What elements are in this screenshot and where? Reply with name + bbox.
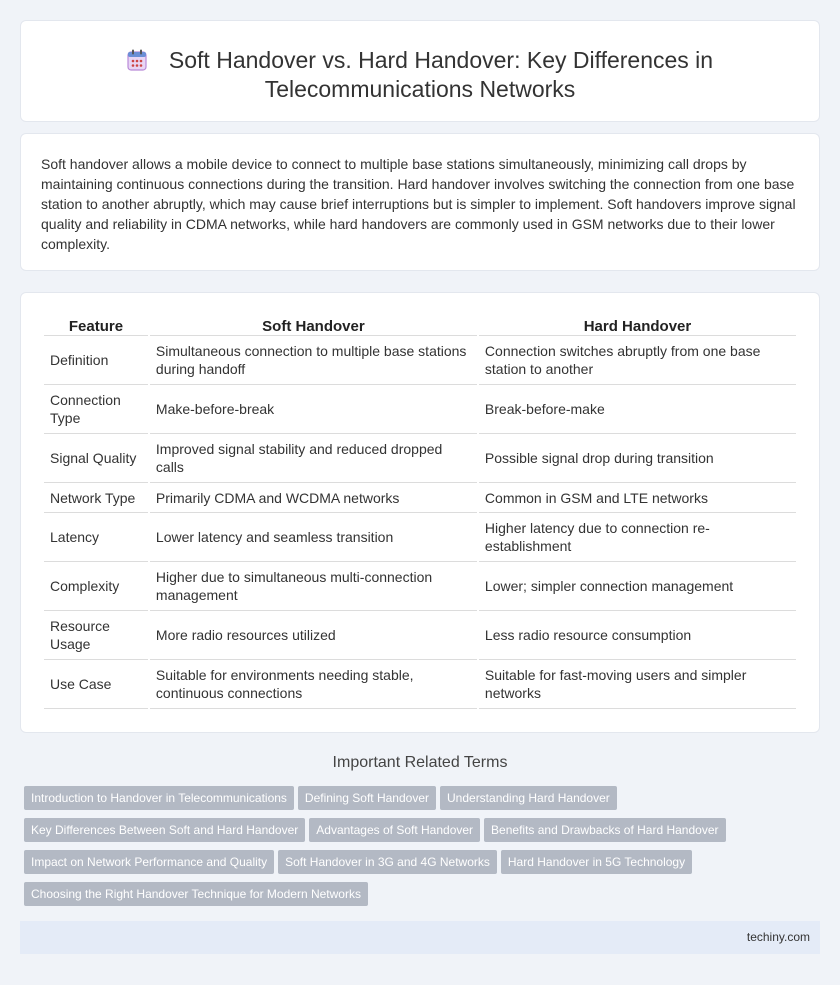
table-row [44,483,796,513]
tag-row [24,786,784,818]
related-terms-title: Important Related Terms [332,754,508,771]
comparison-table [42,314,798,709]
related-term-link[interactable]: Soft Handover in 3G and 4G Networks [278,850,497,874]
table-row [44,660,796,709]
comparison-card [20,292,820,733]
related-term-link[interactable]: Advantages of Soft Handover [309,818,480,842]
soft-cell: Improved signal stability and reduced dropped calls [150,434,477,483]
soft-cell: Primarily CDMA and WCDMA networks [150,483,477,513]
header-feature: Feature [44,314,148,336]
table-row [44,385,796,434]
related-term-link[interactable]: Impact on Network Performance and Quality [24,850,274,874]
hard-cell: Less radio resource consumption [479,611,796,660]
related-term-link[interactable]: Understanding Hard Handover [440,786,617,810]
related-term-link[interactable]: Hard Handover in 5G Technology [501,850,692,874]
feature-cell: Definition [44,336,148,385]
table-row [44,562,796,611]
feature-cell: Latency [44,513,148,562]
related-terms-list [24,786,784,914]
header-soft-handover: Soft Handover [150,314,477,336]
hard-cell: Possible signal drop during transition [479,434,796,483]
header-hard-handover: Hard Handover [479,314,796,336]
hard-cell: Break-before-make [479,385,796,434]
title-card [20,20,820,122]
table-row [44,611,796,660]
hard-cell: Lower; simpler connection management [479,562,796,611]
table-row [44,434,796,483]
calendar-icon [127,49,147,71]
hard-cell: Connection switches abruptly from one base station to another [479,336,796,385]
tag-row [24,818,784,850]
soft-cell: More radio resources utilized [150,611,477,660]
related-term-link[interactable]: Defining Soft Handover [298,786,436,810]
related-term-link[interactable]: Choosing the Right Handover Technique for Modern Networks [24,882,368,906]
tag-row [24,882,784,914]
soft-cell: Make-before-break [150,385,477,434]
feature-cell: Resource Usage [44,611,148,660]
soft-cell: Lower latency and seamless transition [150,513,477,562]
feature-cell: Connection Type [44,385,148,434]
feature-cell: Complexity [44,562,148,611]
page-title-text: Soft Handover vs. Hard Handover: Key Differences in Telecommunications Networks [168,47,714,102]
table-header-row [44,314,796,336]
related-term-link[interactable]: Key Differences Between Soft and Hard Handover [24,818,305,842]
soft-cell: Simultaneous connection to multiple base stations during handoff [150,336,477,385]
hard-cell: Common in GSM and LTE networks [479,483,796,513]
soft-cell: Suitable for environments needing stable, continuous connections [150,660,477,709]
footer [20,921,820,954]
feature-cell: Use Case [44,660,148,709]
intro-card [20,133,820,271]
footer-site-link[interactable]: techiny.com [746,930,810,944]
feature-cell: Network Type [44,483,148,513]
table-row [44,513,796,562]
page-title [21,46,819,104]
tag-row [24,850,784,882]
feature-cell: Signal Quality [44,434,148,483]
hard-cell: Suitable for fast-moving users and simpler networks [479,660,796,709]
soft-cell: Higher due to simultaneous multi-connection management [150,562,477,611]
related-term-link[interactable]: Introduction to Handover in Telecommunications [24,786,294,810]
intro-paragraph: Soft handover allows a mobile device to connect to multiple base stations simultaneously, minimizing call drops by maintaining continuous connections during the transition. Hard handover involves switching the connection from one base station to another abruptly, which may cause brief interruptions but is simpler to implement. Soft handovers improve signal quality and reliability in CDMA networks, while hard handovers are commonly used in GSM networks due to their lower complexity. [41,156,796,252]
hard-cell: Higher latency due to connection re-establishment [479,513,796,562]
related-term-link[interactable]: Benefits and Drawbacks of Hard Handover [484,818,725,842]
table-row [44,336,796,385]
